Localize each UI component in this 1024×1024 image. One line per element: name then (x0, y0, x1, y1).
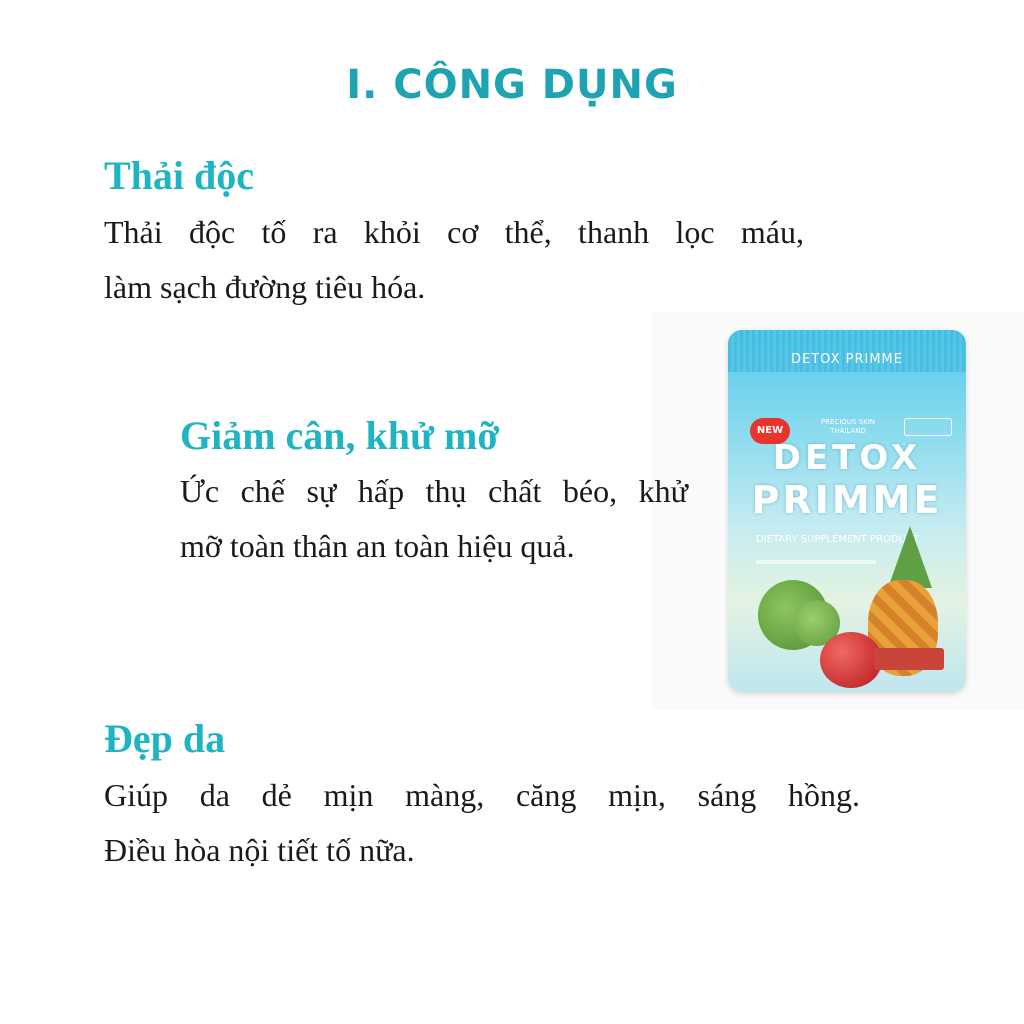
package-capsule-label (874, 648, 944, 670)
section-body-detox (104, 205, 804, 315)
body-line: Thải độc tố ra khỏi cơ thể, thanh lọc máu, (104, 214, 804, 250)
body-line: Giúp da dẻ mịn màng, căng mịn, sáng hồng. (104, 777, 860, 813)
package-fine-print (756, 560, 876, 564)
package-brand-small: DETOX PRIMME (791, 352, 903, 367)
new-badge: NEW (750, 418, 790, 444)
section-body-weightloss (180, 464, 688, 574)
package-name-line2: PRIMME (751, 478, 943, 522)
body-line: làm sạch đường tiêu hóa. (104, 269, 426, 305)
pineapple-leaves-graphic (888, 526, 932, 588)
section-heading-skin: Đẹp da (104, 716, 226, 761)
page-title: I. CÔNG DỤNG (346, 62, 678, 108)
package-thai-tag (904, 418, 952, 436)
body-line: Điều hòa nội tiết tố nữa. (104, 832, 415, 868)
package-name-line1: DETOX (772, 438, 922, 478)
package-dietary-label: DIETARY SUPPLEMENT PRODUCT (756, 534, 920, 545)
body-line: mỡ toàn thân an toàn hiệu quả. (180, 528, 575, 564)
section-heading-weightloss: Giảm cân, khử mỡ (180, 413, 500, 458)
package-subbrand: PRECIOUS SKIN THAILAND (820, 418, 876, 435)
body-line: Ức chế sự hấp thụ chất béo, khử (180, 473, 688, 509)
product-package-image (728, 330, 966, 692)
section-body-skin (104, 768, 860, 878)
section-heading-detox: Thải độc (104, 153, 255, 198)
apple-graphic (820, 632, 882, 688)
